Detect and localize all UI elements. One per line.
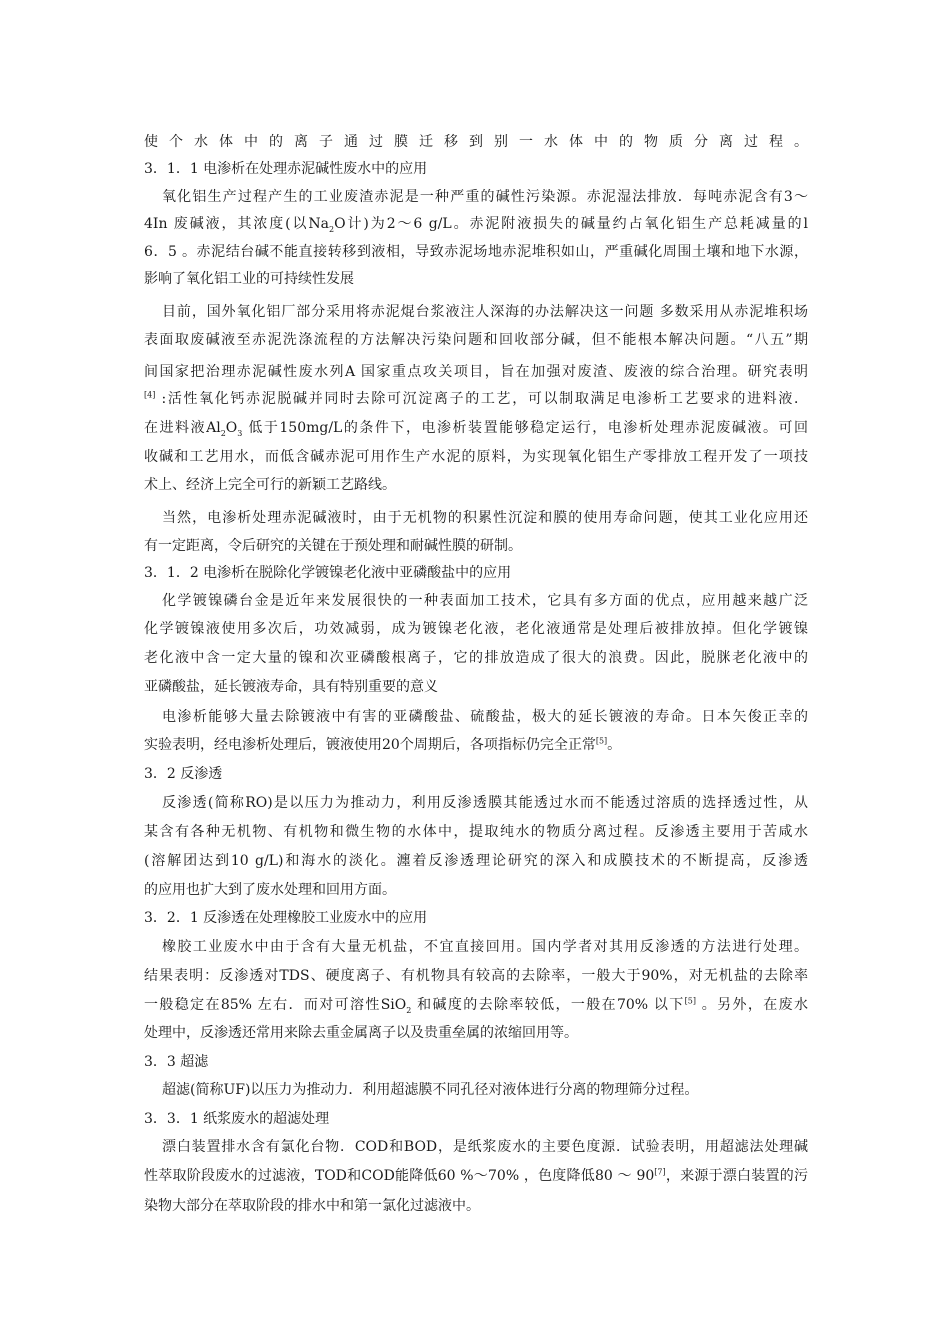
text-line: 目前，国外氧化铝厂部分采用将赤泥焜台浆液注人深海的办法解决这一问题 多数采用从赤泥堆积场 [162, 304, 808, 320]
text-line: 亚磷酸盐，延长镀液寿命，具有特别重要的意义 [144, 679, 438, 695]
text-line: 收碱和工艺用水，而低含碱赤泥可用作生产水泥的原料，为实现氧化铝生产零排放工程开发了一项技 [144, 449, 808, 465]
text-line: 漂白装置排水含有氯化台物．COD和BOD，是纸浆废水的主要色度源．试验表明，用超滤法处理碱 [162, 1139, 808, 1155]
text-line: 一般稳定在85% 左右．而对可溶性SiO$_2$ 和碱度的去除率较低，一般在70% 以下[5] 。另外，在废水 [144, 996, 808, 1015]
text-line: 表面取废碱液至赤泥洗涤流程的方法解决污染问题和回收部分碱，但不能根本解决问题。“八五”期 [144, 332, 808, 348]
text-line: 染物大部分在萃取阶段的排水中和第一氯化过滤液中。 [144, 1198, 480, 1214]
text-line: 当然，电渗析处理赤泥碱液时，由于无机物的积累性沉淀和膜的使用寿命问题，使其工业化应用还 [162, 510, 808, 526]
text-line: 处理中，反渗透还常用来除去重金属离子以及贵重垒属的浓缩回用等。 [144, 1025, 578, 1041]
text-line: 氧化铝生产过程产生的工业废渣赤泥是一种严重的碱性污染源。赤泥湿法排放．每吨赤泥含有3～ [162, 189, 808, 205]
text-line: 影响了氧化铝工业的可持续性发展 [144, 271, 354, 287]
text-line: 在进料液$Al_2O_3$ 低于150mg/L的条件下，电渗析装置能够稳定运行，电渗析处理赤泥废碱液。可回 [144, 420, 809, 438]
citation: [7] [654, 1167, 666, 1177]
citation: [5] [595, 736, 608, 746]
text-line: 电渗析能够大量去除镀液中有害的亚磷酸盐、硫酸盐，极大的延长镀液的寿命。日本矢俊正幸的 [162, 709, 808, 725]
section-heading: 3．1．2 电渗析在脱除化学镀镍老化液中亚磷酸盐中的应用 [144, 565, 512, 581]
text-line: (溶解团达到10 g/L)和海水的淡化。瀍着反渗透理论研究的深入和成膜技术的不断提高，反渗透 [144, 853, 808, 869]
text-line: 术上、经济上完全可行的新颖工艺路线。 [144, 477, 396, 493]
text-line: 间国家把治理赤泥碱性废水列A 国家重点攻关项目，旨在加强对废渣、废液的综合治理。研究表明 [144, 364, 808, 380]
section-heading: 3．3 超滤 [144, 1054, 209, 1070]
text-line: 超滤(简称UF)以压力为推动力．利用超滤膜不同孔径对液体进行分离的物理筛分过程。 [162, 1082, 699, 1098]
text-line: 化学镀镍磷台金是近年来发展很快的一种表面加工技术，它具有多方面的优点，应用越来越广泛 [162, 593, 808, 609]
text-line: 使个水体中的离子通过膜迁移到别一水体中的物质分离过程。 [144, 134, 808, 150]
section-heading: 3．3．1 纸浆废水的超滤处理 [144, 1111, 330, 1127]
text-line: 橡胶工业废水中由于含有大量无机盐，不宜直接回用。国内学者对其用反渗透的方法进行处理。 [162, 939, 808, 955]
text-line: 结果表明：反渗透对TDS、硬度离子、有机物具有较高的去除率，一般大于90%，对无机盐的去除率 [144, 968, 808, 984]
text-line: 有一定距离，令后研究的关键在于预处理和耐碱性膜的研制。 [144, 538, 522, 554]
text-line: 4In 废碱液，其浓度(以$Na_2O$计)为2～6 g/L。赤泥附液损失的碱量约占氧化铝生产总耗减量的l [144, 216, 809, 234]
section-heading: 3．2．1 反渗透在处理橡胶工业废水中的应用 [144, 910, 428, 926]
text-line: 实验表明，经电渗析处理后，镀液使用20个周期后，各项指标仍完全正常[5]。 [144, 736, 622, 753]
text-line: 老化液中含一定大量的镍和次亚磷酸根离子，它的排放造成了很大的浪费。因此，脱脒老化液中的 [144, 650, 808, 666]
citation: [5] [684, 996, 696, 1006]
citation: [4] [144, 390, 156, 400]
text-line: 反渗透(简称RO)是以压力为推动力，利用反渗透膜其能透过水而不能透过溶质的选择透过性，从 [162, 795, 808, 811]
section-heading: 3．1．1 电渗析在处理赤泥碱性废水中的应用 [144, 161, 428, 177]
text-line: 6．5 。赤泥结台碱不能直接转移到液相，导致赤泥场地赤泥堆积如山，严重碱化周围土壤和地下水源， [144, 244, 808, 260]
text-line: [4] :活性氧化钙赤泥脱碱并同时去除可沉淀离子的工艺，可以制取满足电渗析工艺要求的进料液． [144, 390, 808, 407]
text-line: 化学镀镍液使用多次后，功效减弱，成为镀镍老化液，老化液通常是处理后被排放掉。但化学镀镍 [144, 621, 808, 637]
text-line: 性萃取阶段废水的过滤液，TOD和COD能降低60 %～70% ，色度降低80 ～ 90[7]，来源于漂白装置的污 [144, 1167, 808, 1184]
text-line: 的应用也扩大到了废水处理和回用方面。 [144, 882, 396, 898]
text-line: 某含有各种无机物、有机物和微生物的水体中，提取纯水的物质分离过程。反渗透主要用于苦咸水 [144, 824, 808, 840]
section-heading: 3．2 反渗透 [144, 766, 223, 782]
